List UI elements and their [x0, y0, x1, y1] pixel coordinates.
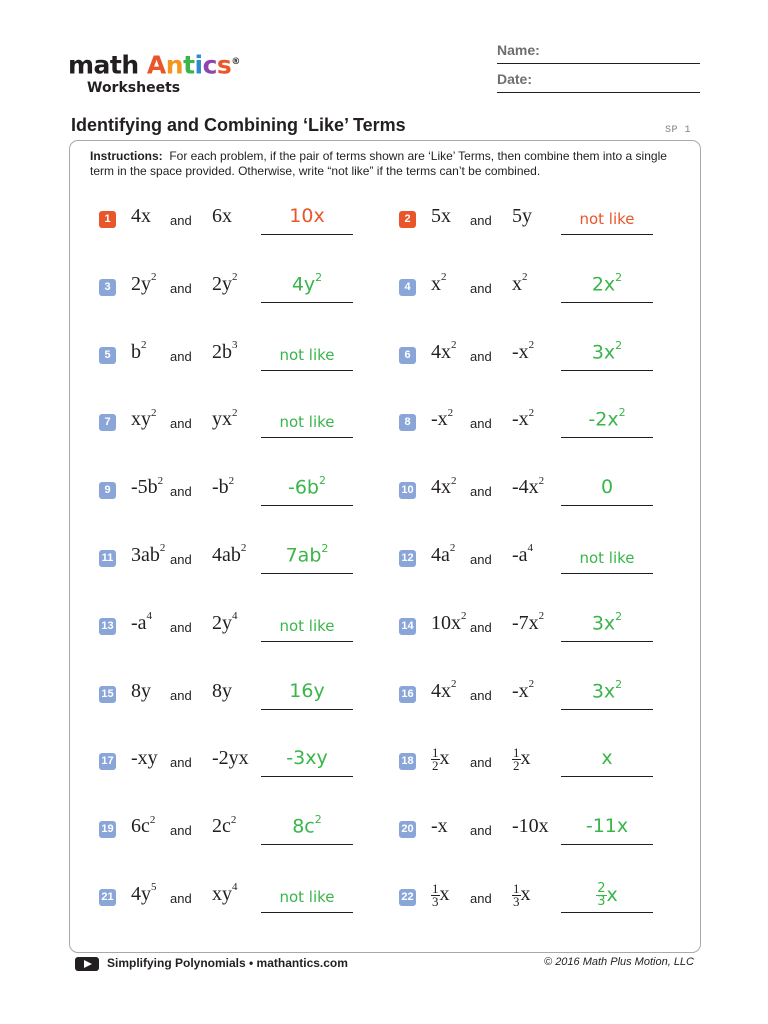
fraction-denominator: 2 — [513, 758, 520, 774]
base: 4a — [431, 544, 450, 566]
math-antics-logo — [68, 48, 240, 97]
second-term — [512, 273, 528, 296]
first-term — [431, 612, 467, 635]
answer-line[interactable] — [261, 234, 353, 235]
answer-line[interactable] — [261, 437, 353, 438]
logo-letter: s — [216, 50, 232, 80]
first-term — [131, 273, 157, 296]
problem-20 — [399, 815, 659, 858]
answer-line[interactable] — [261, 912, 353, 913]
worksheet-title: Identifying and Combining ‘Like’ Terms — [71, 115, 406, 135]
answer-line[interactable] — [561, 844, 653, 845]
second-term — [512, 747, 531, 772]
second-term — [512, 815, 549, 838]
base: -2yx — [212, 747, 249, 770]
answer — [561, 815, 653, 837]
logo-word-antics — [147, 50, 231, 79]
second-term — [212, 680, 232, 703]
problem-number-badge: 14 — [399, 618, 416, 635]
exponent: 2 — [447, 406, 454, 419]
base: -3xy — [286, 747, 328, 770]
and-label: and — [170, 280, 192, 296]
footer-video-link[interactable] — [75, 956, 348, 971]
base: 2b — [212, 340, 232, 363]
exponent: 2 — [157, 474, 164, 487]
exponent: 3 — [232, 338, 238, 351]
exponent: 2 — [151, 406, 157, 419]
base: -11x — [585, 815, 629, 838]
problem-number-badge: 6 — [399, 347, 416, 364]
answer — [561, 883, 653, 908]
base: b — [131, 340, 141, 363]
base: 2c — [212, 815, 231, 838]
footer-left-text: Simplifying Polynomials • mathantics.com — [107, 956, 348, 970]
first-term — [131, 883, 157, 906]
base: -b — [212, 476, 229, 499]
second-term — [212, 273, 238, 296]
answer-line[interactable] — [561, 912, 653, 913]
answer — [261, 617, 353, 635]
fraction-denominator: 3 — [513, 894, 520, 909]
exponent: 2 — [522, 271, 528, 284]
base: -x — [431, 815, 448, 838]
exponent: 2 — [538, 474, 545, 487]
base: -6b — [287, 476, 319, 499]
exponent: 2 — [159, 542, 166, 555]
problem-18 — [399, 745, 659, 790]
exponent: 2 — [315, 270, 323, 284]
problem-5 — [99, 338, 359, 384]
problem-8 — [399, 406, 659, 451]
fraction-numerator: 2 — [597, 881, 606, 896]
exponent: 2 — [615, 338, 623, 352]
and-label: and — [470, 416, 492, 432]
and-label: and — [470, 280, 492, 296]
exponent: 2 — [441, 271, 447, 284]
base: 8y — [131, 679, 151, 702]
base: xy — [131, 408, 151, 431]
problem-6 — [399, 338, 659, 384]
answer — [261, 346, 353, 364]
base: 6c — [131, 815, 150, 838]
problem-number-badge: 17 — [99, 753, 116, 770]
date-label: Date: — [497, 71, 533, 87]
answer — [261, 815, 353, 837]
first-term — [431, 815, 448, 838]
answer-line[interactable] — [561, 437, 653, 438]
logo-letter: n — [165, 50, 184, 80]
exponent: 2 — [321, 542, 329, 555]
exponent: 2 — [615, 677, 623, 691]
answer — [561, 338, 653, 363]
first-term — [131, 544, 165, 567]
first-term — [131, 476, 163, 499]
problem-number-badge: 18 — [399, 753, 416, 770]
variable: x — [606, 884, 618, 906]
answer — [561, 476, 653, 498]
exponent: 2 — [538, 610, 545, 623]
base: 5x — [431, 205, 451, 227]
problem-2 — [399, 205, 659, 248]
problem-number-badge: 21 — [99, 889, 116, 906]
exponent: 2 — [232, 271, 238, 284]
fraction-numerator: 1 — [432, 745, 439, 761]
base: yx — [212, 408, 232, 431]
base: -5b — [131, 476, 158, 499]
answer-line[interactable] — [261, 641, 353, 642]
answer — [561, 549, 653, 567]
base: -a — [512, 544, 528, 566]
date-field[interactable] — [497, 72, 700, 93]
answer-line[interactable] — [261, 302, 353, 303]
base: -x — [512, 408, 529, 431]
problem-12 — [399, 542, 659, 587]
base: 6x — [212, 205, 232, 227]
second-term — [512, 677, 535, 703]
answer — [561, 747, 653, 769]
base: -xy — [131, 747, 158, 770]
exponent: 2 — [449, 542, 456, 555]
and-label: and — [470, 552, 492, 567]
logo-letter: t — [183, 50, 195, 80]
fraction-denominator: 2 — [432, 758, 439, 774]
base: -2x — [588, 408, 619, 431]
and-label: and — [170, 755, 192, 771]
answer-line[interactable] — [561, 505, 653, 506]
logo-wordmark — [68, 48, 240, 79]
name-label: Name: — [497, 42, 540, 58]
first-term — [131, 815, 155, 838]
exponent: 2 — [232, 406, 238, 419]
instructions-text: For each problem, if the pair of terms shown are ‘Like’ Terms, then combine them into a single term in the space provided. Otherwise, write “not like” if the terms can’t be combined. — [90, 149, 667, 178]
instructions — [90, 149, 690, 179]
and-label: and — [470, 823, 492, 839]
and-label: and — [470, 348, 492, 364]
answer — [261, 680, 353, 702]
base: 0 — [600, 476, 614, 499]
answer-line[interactable] — [561, 302, 653, 303]
exponent: 2 — [451, 677, 457, 690]
second-term — [212, 883, 238, 906]
instructions-label: Instructions: — [90, 149, 163, 163]
first-term — [431, 883, 450, 908]
base: 4y — [131, 883, 151, 905]
problem-number-badge: 7 — [99, 414, 116, 431]
problem-7 — [99, 406, 359, 451]
base: 4ab — [212, 544, 241, 566]
exponent: 4 — [232, 881, 238, 894]
exponent: 2 — [319, 474, 326, 488]
second-term — [212, 205, 232, 228]
problem-number-badge: 11 — [99, 550, 116, 567]
problem-number-badge: 12 — [399, 550, 416, 567]
exponent: 2 — [528, 677, 535, 690]
answer-line[interactable] — [561, 370, 653, 371]
fraction-denominator: 3 — [597, 894, 606, 909]
second-term — [212, 408, 238, 431]
base: -x — [431, 408, 448, 431]
exponent: 2 — [528, 406, 535, 419]
answer — [561, 270, 653, 296]
base: 8c — [292, 815, 315, 838]
answer-line[interactable] — [561, 641, 653, 642]
base: 4x — [131, 205, 151, 227]
answer-line[interactable] — [561, 234, 653, 235]
answer — [561, 408, 653, 430]
answer — [561, 210, 653, 228]
problem-13 — [99, 610, 359, 655]
second-term — [512, 544, 533, 567]
problem-11 — [99, 542, 359, 587]
copyright: © 2016 Math Plus Motion, LLC — [544, 956, 694, 968]
exponent: 4 — [146, 610, 153, 623]
answer-line[interactable] — [561, 776, 653, 777]
and-label: and — [170, 348, 192, 364]
and-label: and — [170, 619, 192, 635]
base: -4x — [512, 476, 539, 499]
problem-number-badge: 8 — [399, 414, 416, 431]
problem-4 — [399, 270, 659, 316]
exponent: 2 — [151, 271, 157, 284]
variable: x — [439, 883, 450, 906]
answer — [261, 476, 353, 498]
and-label: and — [470, 755, 492, 771]
first-term — [431, 273, 447, 296]
problem-22 — [399, 881, 659, 926]
first-term — [431, 476, 457, 499]
and-label: and — [470, 484, 492, 500]
second-term — [212, 476, 234, 499]
variable: x — [520, 883, 531, 906]
sheet-code: SP 1 — [665, 125, 692, 136]
answer — [261, 747, 353, 769]
base: x — [431, 272, 441, 295]
and-label: and — [470, 687, 492, 703]
base: -10x — [512, 815, 549, 838]
and-label: and — [170, 416, 192, 432]
fraction — [431, 747, 440, 772]
second-term — [512, 205, 532, 228]
first-term — [131, 205, 151, 228]
first-term — [431, 205, 451, 228]
answer-line[interactable] — [261, 776, 353, 777]
problem-19 — [99, 813, 359, 858]
base: 10x — [431, 611, 461, 634]
base: -a — [131, 611, 147, 634]
first-term — [131, 338, 147, 364]
second-term — [512, 338, 535, 364]
answer-line[interactable] — [561, 573, 653, 574]
and-label: and — [470, 891, 492, 906]
variable: x — [439, 747, 450, 770]
problem-number-badge: 4 — [399, 279, 416, 296]
first-term — [431, 338, 457, 364]
logo-letter: c — [202, 50, 217, 80]
base: 2y — [212, 272, 232, 295]
problem-1 — [99, 205, 359, 248]
answer — [261, 888, 353, 906]
and-label: and — [170, 687, 192, 703]
base: 5y — [512, 205, 532, 227]
base: not like — [279, 888, 335, 906]
exponent: 2 — [618, 406, 626, 420]
second-term — [212, 338, 238, 364]
fraction — [596, 883, 606, 908]
second-term — [512, 476, 544, 499]
base: not like — [279, 413, 335, 432]
and-label: and — [170, 552, 192, 567]
and-label: and — [470, 213, 492, 228]
exponent: 4 — [527, 542, 534, 555]
fraction-denominator: 3 — [432, 894, 439, 909]
base: -x — [512, 679, 529, 702]
base: not like — [279, 345, 335, 364]
base: not like — [579, 210, 635, 228]
variable: x — [520, 747, 531, 770]
base: 3x — [591, 612, 616, 635]
first-term — [131, 747, 158, 770]
problem-number-badge: 1 — [99, 211, 116, 228]
base: 8y — [212, 679, 232, 702]
base: 2y — [212, 611, 232, 634]
fraction — [512, 747, 521, 772]
logo-word-math: math — [68, 50, 139, 80]
base: x — [601, 747, 613, 770]
exponent: 2 — [240, 542, 247, 555]
problem-9 — [99, 474, 359, 519]
first-term — [431, 747, 450, 772]
and-label: and — [170, 891, 192, 906]
and-label: and — [170, 213, 192, 228]
answer — [261, 413, 353, 431]
problem-number-badge: 13 — [99, 618, 116, 635]
exponent: 2 — [528, 338, 535, 351]
first-term — [131, 408, 157, 431]
answer — [261, 544, 353, 566]
second-term — [212, 544, 246, 567]
logo-letter: A — [146, 50, 166, 80]
problem-10 — [399, 474, 659, 519]
base: x — [512, 272, 522, 295]
base: 3ab — [131, 544, 160, 566]
fraction — [431, 883, 440, 908]
problem-number-badge: 3 — [99, 279, 116, 296]
base: 2x — [591, 273, 616, 296]
second-term — [512, 883, 531, 908]
problem-number-badge: 19 — [99, 821, 116, 838]
logo-letter: i — [194, 50, 203, 80]
answer-line[interactable] — [561, 709, 653, 710]
exponent: 2 — [314, 813, 322, 827]
base: 3x — [591, 679, 616, 702]
exponent: 2 — [149, 813, 156, 826]
second-term — [212, 747, 249, 770]
problem-21 — [99, 881, 359, 926]
exponent: 2 — [615, 270, 623, 284]
answer-line[interactable] — [261, 505, 353, 506]
problem-number-badge: 10 — [399, 482, 416, 499]
base: 10x — [289, 205, 325, 227]
base: not like — [279, 616, 335, 635]
problem-number-badge: 2 — [399, 211, 416, 228]
base: 2y — [131, 272, 151, 295]
base: 3x — [591, 340, 616, 363]
problem-number-badge: 16 — [399, 686, 416, 703]
logo-registered-mark: ® — [231, 57, 240, 67]
answer — [561, 677, 653, 702]
answer-line[interactable] — [261, 573, 353, 574]
problem-number-badge: 15 — [99, 686, 116, 703]
first-term — [431, 544, 455, 567]
fraction — [512, 883, 521, 908]
first-term — [131, 680, 151, 703]
problem-number-badge: 20 — [399, 821, 416, 838]
answer — [561, 609, 653, 635]
fraction-numerator: 1 — [432, 881, 439, 896]
exponent: 5 — [151, 881, 157, 894]
fraction-numerator: 1 — [513, 881, 520, 896]
and-label: and — [470, 619, 492, 635]
name-field[interactable] — [497, 43, 700, 64]
problem-3 — [99, 270, 359, 316]
exponent: 2 — [230, 813, 237, 826]
answer — [261, 205, 353, 227]
problem-16 — [399, 677, 659, 723]
base: 4x — [431, 340, 451, 363]
base: 4x — [431, 476, 451, 499]
problem-number-badge: 5 — [99, 347, 116, 364]
exponent: 2 — [461, 610, 467, 623]
base: 7ab — [285, 544, 322, 567]
second-term — [512, 408, 534, 431]
second-term — [212, 612, 238, 635]
logo-subtitle: Worksheets — [87, 80, 181, 97]
and-label: and — [170, 484, 192, 500]
exponent: 2 — [615, 609, 623, 623]
first-term — [431, 677, 457, 703]
second-term — [512, 612, 544, 635]
exponent: 2 — [228, 474, 235, 487]
base: not like — [579, 549, 635, 567]
answer-line[interactable] — [261, 370, 353, 371]
and-label: and — [170, 823, 192, 839]
exponent: 2 — [451, 474, 457, 487]
problem-number-badge: 22 — [399, 889, 416, 906]
exponent: 2 — [141, 338, 147, 351]
first-term — [131, 612, 152, 635]
exponent: 4 — [232, 610, 238, 623]
problem-15 — [99, 679, 359, 723]
base: 4y — [291, 273, 316, 296]
problem-14 — [399, 609, 659, 655]
base: -x — [512, 340, 529, 363]
youtube-play-icon — [75, 957, 99, 971]
answer-line[interactable] — [261, 844, 353, 845]
base: -7x — [512, 611, 539, 634]
answer — [261, 270, 353, 296]
fraction-numerator: 1 — [513, 745, 520, 761]
first-term — [431, 408, 453, 431]
exponent: 2 — [451, 338, 457, 351]
problem-number-badge: 9 — [99, 482, 116, 499]
problem-17 — [99, 747, 359, 790]
base: 4x — [431, 679, 451, 702]
answer-line[interactable] — [261, 709, 353, 710]
second-term — [212, 815, 236, 838]
base: 16y — [289, 679, 325, 702]
base: xy — [212, 883, 232, 905]
